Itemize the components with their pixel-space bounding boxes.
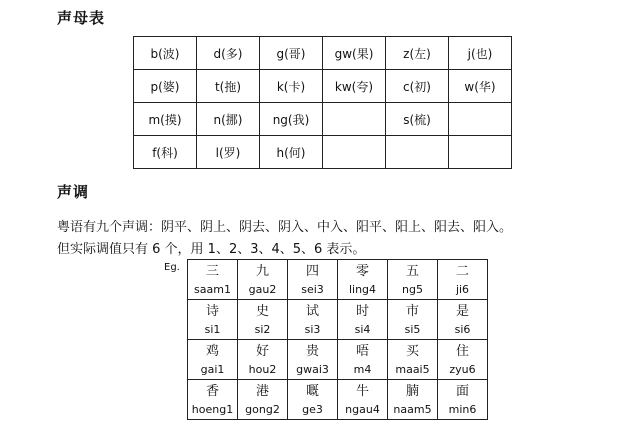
- example-jyutping: si5: [404, 322, 421, 336]
- initials-cell: g(哥): [260, 37, 323, 70]
- example-jyutping: naam5: [393, 402, 432, 416]
- example-character: 贵: [305, 343, 319, 359]
- initials-cell: h(何): [260, 136, 323, 169]
- example-jyutping: si2: [254, 322, 271, 336]
- tone-example-cell: [338, 340, 388, 380]
- tone-example-cell: [188, 300, 238, 340]
- example-jyutping: min6: [448, 402, 477, 416]
- initials-cell: d(多): [197, 37, 260, 70]
- tone-example-cell: [188, 340, 238, 380]
- initials-row: [134, 136, 512, 169]
- initials-cell: b(波): [134, 37, 197, 70]
- example-character: 腩: [405, 383, 419, 399]
- tone-example-cell: [238, 380, 288, 420]
- example-character: 唔: [355, 343, 369, 359]
- example-jyutping: si1: [204, 322, 221, 336]
- initials-heading: 声母表: [57, 9, 106, 27]
- tone-example-row: [188, 300, 488, 340]
- example-jyutping: m4: [353, 362, 372, 376]
- example-jyutping: gong2: [245, 402, 280, 416]
- tones-description-line-1: 粤语有九个声调：阴平、阴上、阴去、阴入、中入、阳平、阳上、阳去、阳入。: [57, 220, 513, 235]
- initials-cell: s(梳): [386, 103, 449, 136]
- example-character: 面: [455, 383, 469, 399]
- initials-row: [134, 103, 512, 136]
- initials-cell: [449, 136, 512, 169]
- example-jyutping: hou2: [248, 362, 277, 376]
- example-jyutping: ngau4: [345, 402, 380, 416]
- tones-example-table: [187, 259, 488, 420]
- initials-cell: [323, 103, 386, 136]
- example-jyutping: gau2: [248, 282, 277, 296]
- tone-example-cell: [388, 340, 438, 380]
- initials-cell: z(左): [386, 37, 449, 70]
- tone-example-cell: [188, 260, 238, 300]
- example-character: 住: [455, 343, 469, 359]
- tone-example-cell: [338, 380, 388, 420]
- example-character: 买: [405, 343, 419, 359]
- initials-cell: [386, 136, 449, 169]
- tones-heading: 声调: [57, 183, 90, 201]
- initials-cell: l(罗): [197, 136, 260, 169]
- example-jyutping: ge3: [302, 402, 323, 416]
- tone-example-cell: [388, 380, 438, 420]
- example-character: 二: [455, 263, 469, 279]
- initials-cell: kw(夸): [323, 70, 386, 103]
- initials-cell: n(挪): [197, 103, 260, 136]
- tone-example-cell: [388, 300, 438, 340]
- example-jyutping: saam1: [194, 282, 231, 296]
- initials-cell: k(卡): [260, 70, 323, 103]
- example-character: 史: [255, 303, 269, 319]
- tone-example-cell: [338, 300, 388, 340]
- initials-cell: p(婆): [134, 70, 197, 103]
- example-character: 港: [255, 383, 269, 399]
- tone-example-cell: [238, 340, 288, 380]
- tone-example-row: [188, 340, 488, 380]
- tone-example-cell: [438, 260, 488, 300]
- tone-example-cell: [338, 260, 388, 300]
- tone-example-cell: [438, 300, 488, 340]
- example-character: 是: [455, 303, 469, 319]
- initials-table: [133, 36, 512, 169]
- example-character: 四: [305, 263, 319, 279]
- initials-cell: j(也): [449, 37, 512, 70]
- tone-example-cell: [288, 300, 338, 340]
- example-label: Eg.: [164, 262, 180, 273]
- tones-description-line-2: 但实际调值只有 6 个，用 1、2、3、4、5、6 表示。: [57, 242, 366, 257]
- example-character: 试: [305, 303, 319, 319]
- initials-row: [134, 37, 512, 70]
- tone-example-row: [188, 380, 488, 420]
- example-jyutping: ji6: [455, 282, 470, 296]
- example-character: 五: [405, 263, 419, 279]
- tone-example-cell: [238, 260, 288, 300]
- initials-cell: w(华): [449, 70, 512, 103]
- tone-example-cell: [188, 380, 238, 420]
- tone-example-row: [188, 260, 488, 300]
- example-jyutping: sei3: [301, 282, 324, 296]
- example-jyutping: si6: [454, 322, 471, 336]
- example-character: 香: [205, 383, 219, 399]
- example-jyutping: si3: [304, 322, 321, 336]
- example-jyutping: si4: [354, 322, 371, 336]
- initials-cell: [449, 103, 512, 136]
- example-jyutping: ling4: [348, 282, 377, 296]
- example-character: 时: [355, 303, 369, 319]
- initials-cell: c(初): [386, 70, 449, 103]
- example-character: 零: [355, 263, 369, 279]
- example-jyutping: hoeng1: [191, 402, 234, 416]
- example-character: 牛: [355, 383, 369, 399]
- example-jyutping: gwai3: [296, 362, 329, 376]
- example-character: 九: [255, 263, 269, 279]
- tone-example-cell: [288, 260, 338, 300]
- example-character: 三: [205, 263, 219, 279]
- example-character: 嘅: [305, 383, 319, 399]
- tone-example-cell: [438, 340, 488, 380]
- example-jyutping: maai5: [395, 362, 430, 376]
- initials-cell: t(拖): [197, 70, 260, 103]
- tone-example-cell: [388, 260, 438, 300]
- example-jyutping: ng5: [402, 282, 423, 296]
- tone-example-cell: [288, 340, 338, 380]
- tone-example-cell: [438, 380, 488, 420]
- initials-cell: gw(果): [323, 37, 386, 70]
- initials-cell: f(科): [134, 136, 197, 169]
- tone-example-cell: [288, 380, 338, 420]
- initials-row: [134, 70, 512, 103]
- initials-cell: ng(我): [260, 103, 323, 136]
- example-jyutping: zyu6: [449, 362, 476, 376]
- initials-cell: [323, 136, 386, 169]
- tone-example-cell: [238, 300, 288, 340]
- example-character: 诗: [205, 303, 219, 319]
- example-character: 鸡: [205, 343, 219, 359]
- example-jyutping: gai1: [200, 362, 225, 376]
- example-character: 市: [405, 303, 419, 319]
- example-character: 好: [255, 343, 269, 359]
- initials-cell: m(摸): [134, 103, 197, 136]
